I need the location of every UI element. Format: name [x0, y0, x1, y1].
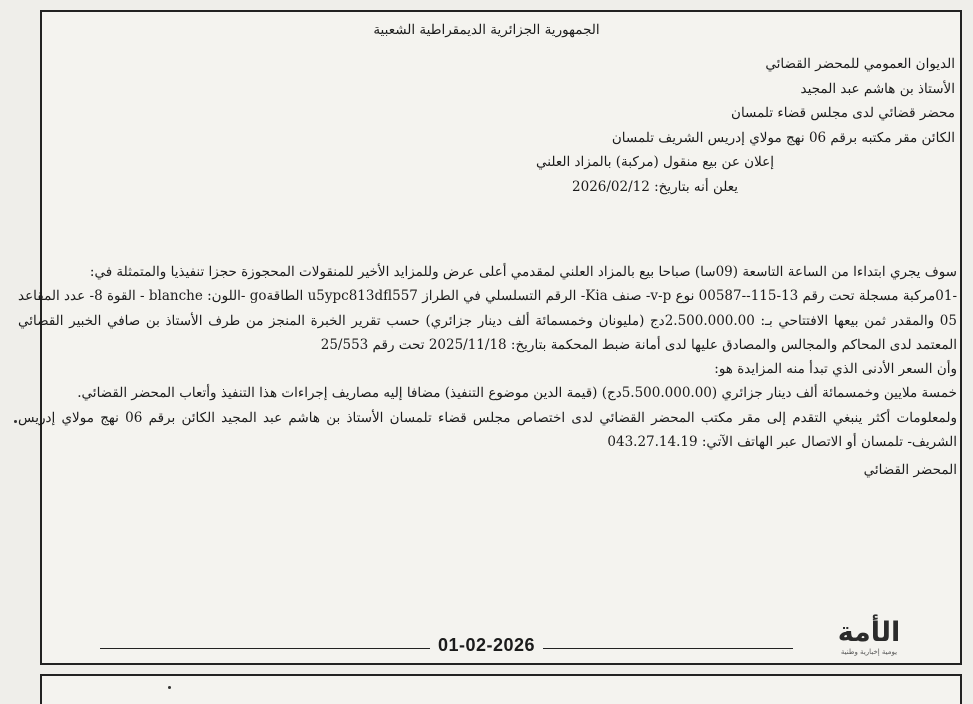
newspaper-logo — [800, 618, 938, 656]
paragraph-vehicle: -01مركبة مسجلة تحت رقم 13-115--00587 نوع v-p- صنف Kia- الرقم التسلسلي في الطراز u5ypc813dfl557 الطاقةgo -اللون: blanche - القوة 8- عدد المقاعد 05 والمقدر ثمن بيعها الافتتاحي بـ: 2.500.000.00دج (مليونان وخمسمائة ألف دينار جزائري) حسب تقرير الخبرة المنجز من طرف الأستاذ بن صافي الخبير القضائي المعتمد لدى المحاكم والمجالس والمصادق عليها لدى أمانة ضبط المحكمة بتاريخ: 2025/11/18 تحت رقم 25/553 — [18, 288, 957, 353]
paragraph-min-price: خمسة ملايين وخمسمائة ألف دينار جزائري (5.500.000.00دج) (قيمة الدين موضوع التنفيذ) مضافا إليه مصاريف إجراءات هذا التنفيذ وأتعاب المحضر القضائي. — [77, 385, 957, 402]
notice-body — [18, 260, 957, 483]
paragraph-contact: ولمعلومات أكثر ينبغي التقدم إلى مقر مكتب المحضر القضائي لدى اختصاص مجلس قضاء تلمسان الأستاذ بن هاشم عبد المجيد الكائن برقم 06 نهج مولاي إدريس الشريف- تلمسان أو الاتصال عبر الهاتف الآتي: 043.27.14.19 — [18, 409, 957, 451]
logo-tagline: يومية إخبارية وطنية — [840, 648, 898, 656]
announce-date: يعلن أنه بتاريخ: 2026/02/12 — [572, 178, 738, 195]
paragraph-min-price-label: وأن السعر الأدنى الذي تبدأ منه المزايدة هو: — [714, 361, 957, 378]
publication-date-text: 01-02-2026 — [430, 635, 543, 655]
logo-text: الأمة — [837, 617, 901, 648]
paragraph-intro: سوف يجري ابتداءا من الساعة التاسعة (09سا) صباحا بيع بالمزاد العلني لمقدمي أعلى عرض وللمزايد الأخير للمنقولات المحجوزة حجزا تنفيذيا والمتمثلة في: — [89, 264, 957, 280]
signer: المحضر القضائي — [863, 462, 957, 479]
header-role: محضر قضائي لدى مجلس قضاء تلمسان — [731, 105, 955, 121]
notice-title: إعلان عن بيع منقول (مركبة) بالمزاد العلني — [536, 154, 774, 170]
header-name: الأستاذ بن هاشم عبد المجيد — [800, 80, 955, 97]
republic-heading: الجمهورية الجزائرية الديمقراطية الشعبية — [373, 22, 600, 38]
header-address: الكائن مقر مكتبه برقم 06 نهج مولاي إدريس الشريف تلمسان — [611, 129, 955, 146]
next-notice-frame — [40, 674, 962, 704]
scan-speck — [14, 420, 17, 423]
header-office: الديوان العمومي للمحضر القضائي — [765, 56, 955, 72]
bailiff-header — [355, 52, 955, 199]
